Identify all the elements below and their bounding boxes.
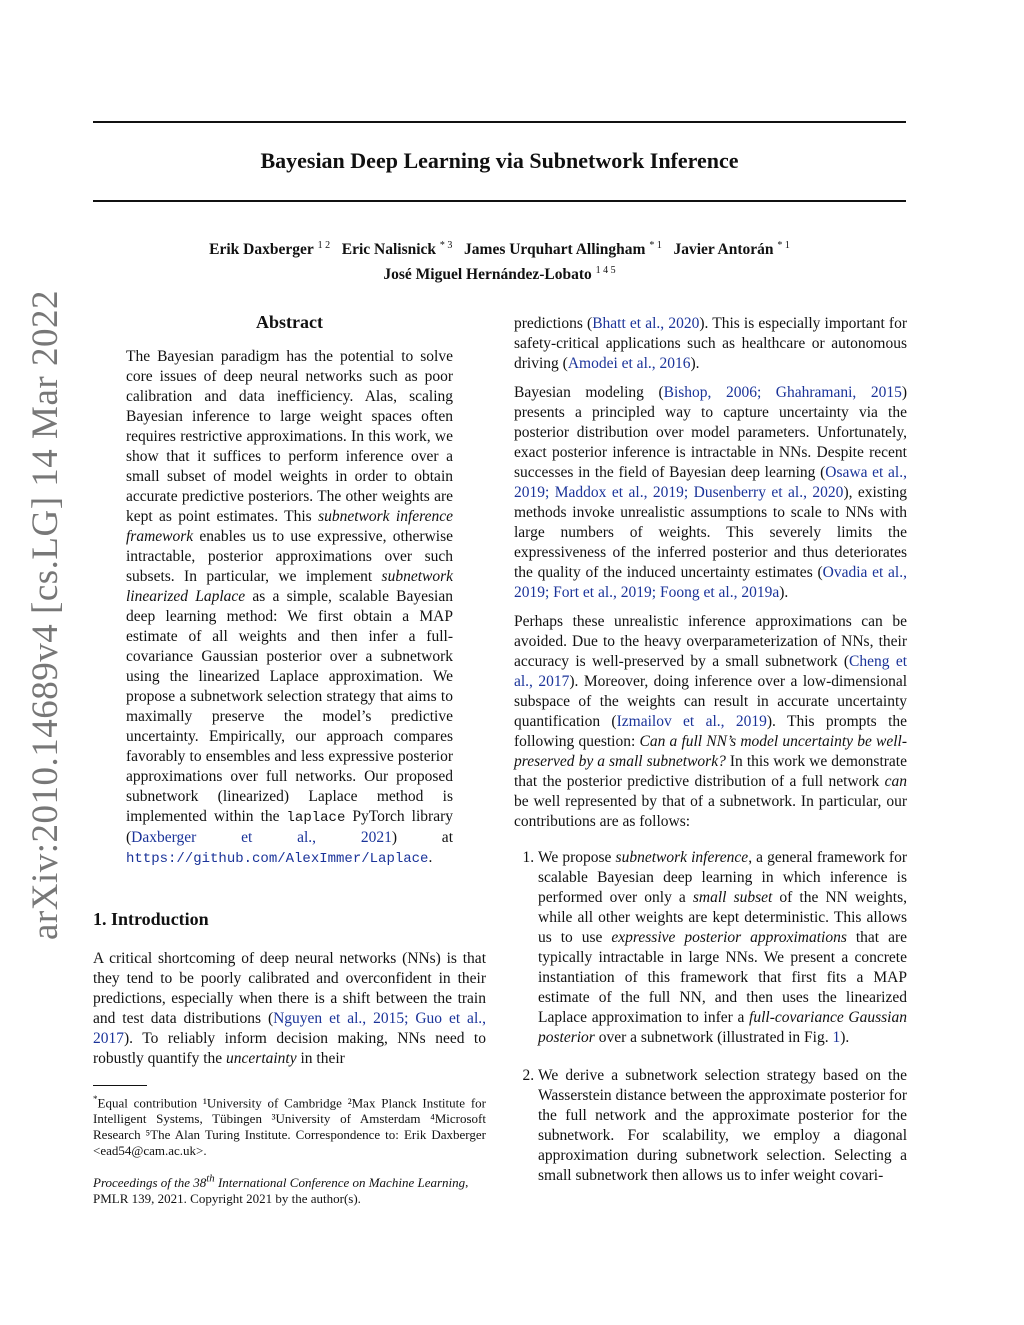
- footnote-rule: [93, 1085, 147, 1086]
- author-affiliation: * 1: [777, 240, 790, 251]
- body-paragraph: Bayesian modeling (Bishop, 2006; Ghahramani, 2015) presents a principled way to capture uncertainty via the posterior distribution over model parameters. Unfortunately, exact posterior inference is intractable in NNs. Despite recent successes in the field of Bayesian deep learning (Osawa et al., 2019; Maddox et al., 2019; Dusenberry et al., 2020), existing methods invoke unrealistic assumptions to scale to NNs with large numbers of weights. This severely limits the expressiveness of the inferred posterior and thus deteriorates the quality of the induced uncertainty estimates (Ovadia et al., 2019; Fort et al., 2019; Foong et al., 2019a).: [514, 384, 908, 601]
- citation-link[interactable]: Nguyen et al., 2015; Guo et al., 2017: [93, 1010, 486, 1047]
- citation-link[interactable]: Ovadia et al., 2019; Fort et al., 2019; Foong et al., 2019a: [514, 564, 907, 601]
- author-list: [93, 235, 906, 285]
- citation-link[interactable]: Bishop, 2006; Ghahramani, 2015: [663, 384, 902, 401]
- code-laplace: laplace: [286, 810, 346, 826]
- right-column: [514, 314, 907, 1204]
- title-top-rule: [93, 121, 906, 123]
- github-url-link[interactable]: https://github.com/AlexImmer/Laplace: [126, 851, 429, 867]
- author-name: Javier Antorán: [673, 241, 774, 259]
- author-affiliation: * 1: [649, 240, 662, 251]
- citation-link[interactable]: Daxberger et al., 2021: [131, 829, 392, 846]
- author-name: Eric Nalisnick: [341, 241, 437, 259]
- section-heading-introduction: 1. Introduction: [93, 909, 209, 929]
- body-paragraph: Perhaps these unrealistic inference approximations can be avoided. Due to the heavy overparameterization of NNs, their accuracy is well-preserved by a small subnetwork (Cheng et al., 2017). Moreover, doing inference over a low-dimensional subspace of the weights can result in accurate uncertainty quantification (Izmailov et al., 2019). This prompts the following question: Can a full NN’s model uncertainty be well-preserved by a small subnetwork? In this work we demonstrate that the posterior predictive distribution of a full network can be well represented by that of a subnetwork. In particular, our contributions are as follows:: [514, 613, 908, 830]
- abstract-text: The Bayesian paradigm has the potential to solve core issues of deep neural networks such as poor calibration and data inefficiency. Alas, scaling Bayesian inference to large weight spaces often requires restrictive approximations. In this work, we show that it suffices to perform inference over a small subset of model weights in order to obtain accurate predictive posteriors. The other weights are kept as point estimates. This subnetwork inference framework enables us to use expressive, otherwise intractable, posterior approximations over such subsets. In particular, we implement subnetwork linearized Laplace as a simple, scalable Bayesian deep learning method: We first obtain a MAP estimate of all weights and then infer a full-covariance Gaussian posterior over a subnetwork using the linearized Laplace approximation. We propose a subnetwork selection strategy that aims to maximally preserve the model’s predictive uncertainty. Empirically, our approach compares favorably to ensembles and less expressive posterior approximations over full networks. Our proposed subnetwork (linearized) Laplace method is implemented within the laplace PyTorch library (Daxberger et al., 2021) at https://github.com/AlexImmer/Laplace.: [126, 348, 453, 867]
- contributions-list: [514, 848, 907, 1186]
- affiliations-footnote: *Equal contribution ¹University of Cambridge ²Max Planck Institute for Intelligent Systems, Tübingen ³University of Amsterdam ⁴Microsoft Research ⁵The Alan Turing Institute. Correspondence to: Erik Daxberger <ead54@cam.ac.uk>.: [93, 1094, 486, 1159]
- author-name: Erik Daxberger: [209, 241, 314, 259]
- list-item: 2. We derive a subnetwork selection strategy based on the Wasserstein distance between the approximate posterior for the full network and the approximate posterior for the subnetwork. For scalability, we employ a diagonal approximation during subnetwork selection. Selecting a small subnetwork then allows us to infer weight covari-: [538, 1066, 907, 1186]
- author-affiliation: * 3: [439, 240, 453, 251]
- intro-paragraph: A critical shortcoming of deep neural networks (NNs) is that they tend to be poorly calibrated and overconfident in their predictions, especially when there is a shift between the train and test data distributions (Nguyen et al., 2015; Guo et al., 2017). To reliably inform decision making, NNs need to robustly quantify the uncertainty in their: [93, 950, 486, 1067]
- arxiv-identifier: arXiv:2010.14689v4 [cs.LG] 14 Mar 2022: [25, 290, 66, 940]
- list-item: 1. We propose subnetwork inference, a general framework for scalable Bayesian deep learning in which inference is performed over only a small subset of the NN weights, while all other weights are kept deterministic. This allows us to use expressive posterior approximations that are typically intractable in large NNs. We present a concrete instantiation of this framework that first fits a MAP estimate of the full NN, and then uses the linearized Laplace approximation to infer a full-covariance Gaussian posterior over a subnetwork (illustrated in Fig. 1).: [538, 848, 907, 1048]
- abstract-heading: Abstract: [256, 312, 323, 332]
- author-name: James Urquhart Allingham: [464, 241, 646, 259]
- author-affiliation: 1 4 5: [595, 265, 616, 277]
- citation-link[interactable]: Izmailov et al., 2019: [616, 713, 767, 730]
- proceedings-note: Proceedings of the 38th International Conference on Machine Learning, PMLR 139, 2021. Copyright 2021 by the author(s).: [93, 1172, 469, 1206]
- figure-reference-link[interactable]: 1: [832, 1029, 841, 1046]
- citation-link[interactable]: Osawa et al., 2019; Maddox et al., 2019; Dusenberry et al., 2020: [514, 464, 907, 501]
- paper-title: Bayesian Deep Learning via Subnetwork Inference: [260, 148, 739, 173]
- body-paragraph: predictions (Bhatt et al., 2020). This is especially important for safety-critical applications such as healthcare or autonomous driving (Amodei et al., 2016).: [514, 315, 908, 372]
- citation-link[interactable]: Bhatt et al., 2020: [592, 315, 700, 332]
- citation-link[interactable]: Amodei et al., 2016: [567, 355, 691, 372]
- left-column: [93, 312, 486, 1207]
- title-bottom-rule: [93, 200, 906, 202]
- author-name: José Miguel Hernández-Lobato: [383, 266, 592, 284]
- author-affiliation: 1 2: [317, 240, 331, 251]
- citation-link[interactable]: Cheng et al., 2017: [514, 653, 908, 690]
